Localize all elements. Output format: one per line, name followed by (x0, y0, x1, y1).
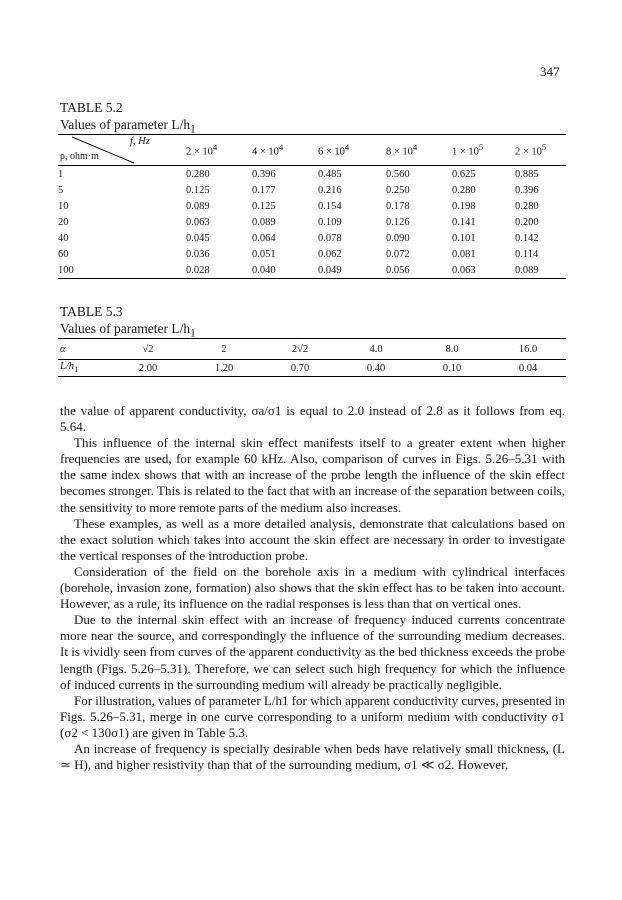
resistivity-cell: 20 (58, 216, 69, 228)
resistivity-cell: 100 (58, 262, 186, 279)
table-cell: 0.141 (452, 216, 476, 228)
table-cell: 0.280 (515, 200, 539, 212)
table-cell: 0.063 (186, 216, 210, 228)
table-cell: 0.109 (318, 216, 342, 228)
freq-header: $4 \times 10^4$ (252, 135, 318, 166)
table-cell: 0.064 (252, 232, 276, 244)
table-cell: 0.485 (318, 168, 342, 180)
paragraph: Due to the internal skin effect with an increase of frequency induced currents concentrate more near the source, and correspondingly the influence of the surrounding medium decreases. It is vividly seen from curves of the apparent conductivity as the bed thickness exceeds the probe length (Figs. 5.26–5.31). Therefore, we can select such high frequency for which the influence of induced currents in the surrounding medium will already be practically negligible. (60, 612, 565, 692)
alpha-label: α (58, 339, 110, 360)
table-cell: 0.063 (452, 262, 515, 279)
alpha-row (58, 339, 566, 360)
table-cell: 8.0 (414, 339, 490, 360)
ratio-label: $L/h_1$ (58, 360, 110, 377)
table-cell: 0.062 (318, 248, 342, 260)
table-5-3-title: Values of parameter $L/h_1$ (60, 321, 196, 340)
table-cell: 0.396 (515, 184, 539, 196)
table-cell: 0.154 (318, 200, 342, 212)
table-cell: 0.078 (318, 232, 342, 244)
table-5-3-label: TABLE 5.3 (60, 304, 123, 319)
table-cell: 0.10 (414, 360, 490, 377)
table-cell: 0.250 (386, 184, 410, 196)
table-cell: 0.081 (452, 248, 476, 260)
table-cell: 0.885 (515, 168, 539, 180)
table-cell: 0.101 (452, 232, 476, 244)
table-cell: √2 (110, 339, 186, 360)
freq-header: $2 \times 10^5$ (515, 135, 566, 166)
table-cell: 0.625 (452, 168, 476, 180)
resistivity-cell: 40 (58, 232, 69, 244)
table-cell: 2√2 (262, 339, 338, 360)
table-cell: 16.0 (490, 339, 566, 360)
table-cell: 0.560 (386, 168, 410, 180)
resistivity-cell: 60 (58, 248, 69, 260)
table-cell: 0.40 (338, 360, 414, 377)
paragraph: the value of apparent conductivity, σa/σ1 is equal to 2.0 instead of 2.8 as it follows from eq. 5.64. (60, 403, 565, 435)
table-cell: 0.028 (186, 262, 252, 279)
paragraph: An increase of frequency is specially desirable when beds have relatively small thickness, (L ≃ H), and higher resistivity than that of the surrounding medium, σ1 ≪ σ2. However, (60, 740, 565, 773)
table-cell: 0.040 (252, 262, 318, 279)
table-cell: 0.396 (252, 168, 276, 180)
table-cell: 0.125 (252, 200, 276, 212)
corner-header (58, 135, 186, 166)
table-5-3-caption (60, 303, 196, 343)
table-cell: 0.142 (515, 232, 539, 244)
table-cell: 0.114 (515, 248, 539, 260)
body-text (60, 403, 565, 773)
table-cell: 0.125 (186, 184, 210, 196)
table-cell: 0.198 (452, 200, 476, 212)
page-number: 347 (540, 64, 560, 79)
table-cell: 0.70 (262, 360, 338, 377)
table-5-2 (58, 134, 566, 279)
paragraph: Consideration of the field on the borehole axis in a medium with cylindrical interfaces (borehole, invasion zone, formation) also shows that the skin effect has to be taken into account. However, as a rule, its influence on the radial responses is less than that on vertical ones. (60, 563, 565, 612)
table-cell: 0.090 (386, 232, 410, 244)
table-row (58, 246, 566, 262)
table-cell: 0.072 (386, 248, 410, 260)
freq-header: $2 \times 10^4$ (186, 135, 252, 166)
table-cell: 2.00 (110, 360, 186, 377)
freq-header: $8 \times 10^4$ (386, 135, 452, 166)
table-cell: 0.089 (515, 262, 566, 279)
table-cell: 0.051 (252, 248, 276, 260)
table-cell: 0.049 (318, 262, 386, 279)
table-cell: 0.089 (186, 200, 210, 212)
table-cell: 0.036 (186, 248, 210, 260)
table-row (58, 214, 566, 230)
table-5-3 (58, 338, 566, 377)
table-cell: 0.216 (318, 184, 342, 196)
table-cell: 0.178 (386, 200, 410, 212)
table-cell: 0.280 (452, 184, 476, 196)
freq-header: $1 \times 10^5$ (452, 135, 515, 166)
table-row (58, 166, 566, 183)
table-cell: 0.126 (386, 216, 410, 228)
table-row (58, 182, 566, 198)
table-5-2-label: TABLE 5.2 (60, 100, 123, 115)
resistivity-axis-label: ρ, ohm·m (60, 151, 99, 162)
table-cell: 0.045 (186, 232, 210, 244)
resistivity-cell: 1 (58, 168, 64, 180)
table-cell: 1.20 (186, 360, 262, 377)
table-row (58, 262, 566, 279)
resistivity-cell: 5 (58, 184, 64, 196)
table-cell: 0.200 (515, 216, 539, 228)
freq-header: $6 \times 10^4$ (318, 135, 386, 166)
table-cell: 0.089 (252, 216, 276, 228)
ratio-row (58, 360, 566, 377)
frequency-axis-label: f, Hz (130, 136, 150, 147)
resistivity-cell: 10 (58, 200, 69, 212)
table-cell: 2 (186, 339, 262, 360)
table-cell: 0.177 (252, 184, 276, 196)
table-cell: 0.04 (490, 360, 566, 377)
paragraph: These examples, as well as a more detailed analysis, demonstrate that calculations based on the exact solution which takes into account the skin effect are necessary in order to investigate the vertical responses of the introduction probe. (60, 515, 565, 563)
paragraph: For illustration, values of parameter L/h1 for which apparent conductivity curves, presented in Figs. 5.26–5.31, merge in one curve corresponding to a uniform medium with conductivity σ1 (σ2 < 130σ1) are given in Table 5.3. (60, 692, 565, 740)
table-row (58, 198, 566, 214)
table-row (58, 230, 566, 246)
table-5-2-caption (60, 99, 196, 139)
table-cell: 0.280 (186, 168, 210, 180)
table-cell: 4.0 (338, 339, 414, 360)
table-cell: 0.056 (386, 262, 452, 279)
table-5-2-title: Values of parameter $L/h_1$ (60, 117, 196, 136)
paragraph: This influence of the internal skin effect manifests itself to a greater extent when higher frequencies are used, for example 60 kHz. Also, comparison of curves in Figs. 5.26–5.31 with the same index shows that with an increase of the probe length the influence of the skin effect becomes stronger. This is related to the fact that with an increase of the separation between coils, the sensitivity to more remote parts of the medium also increases. (60, 435, 565, 515)
